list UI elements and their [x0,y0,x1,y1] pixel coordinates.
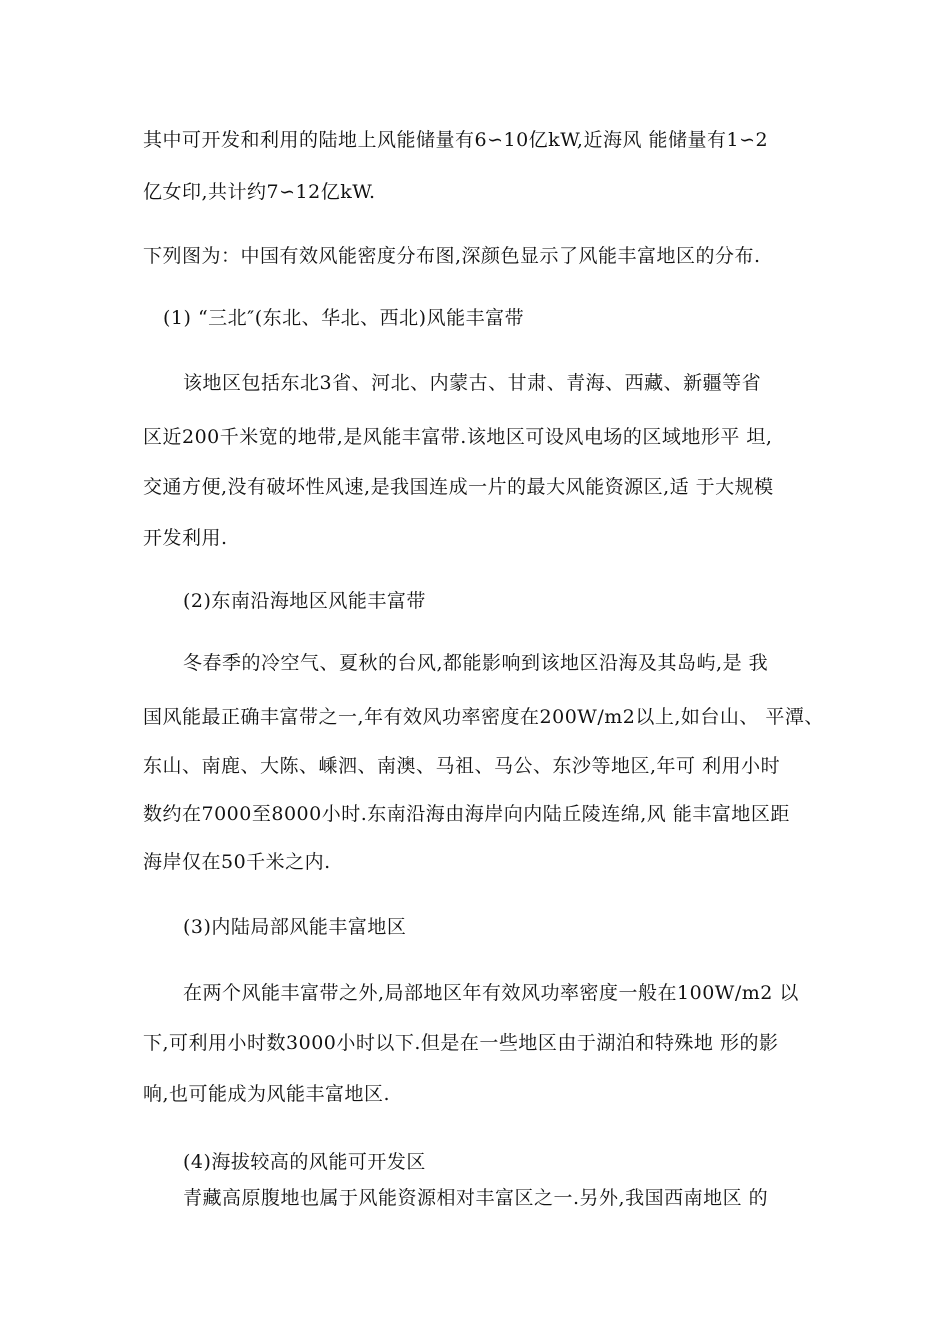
text-line: 该地区包括东北3省、河北、内蒙古、甘肃、青海、西藏、新疆等省 [183,372,762,394]
text-line: 在两个风能丰富带之外,局部地区年有效风功率密度一般在100W/m2 以 [183,982,799,1004]
section-heading: (3)内陆局部风能丰富地区 [183,916,407,938]
text-line: 东山、南鹿、大陈、嵊泗、南澳、马祖、马公、东沙等地区,年可 利用小时 [143,755,781,777]
text-line: 下,可利用小时数3000小时以下.但是在一些地区由于湖泊和特殊地 形的影 [143,1032,779,1054]
text-line: 冬春季的冷空气、夏秋的台风,都能影响到该地区沿海及其岛屿,是 我 [183,652,769,674]
text-line: 开发利用. [143,527,228,549]
section-heading: (4)海拔较高的风能可开发区 [183,1151,426,1173]
text-line: 国风能最正确丰富带之一,年有效风功率密度在200W/m2以上,如台山、 平潭、 [143,706,824,728]
text-line: 下列图为：中国有效风能密度分布图,深颜色显示了风能丰富地区的分布. [143,245,761,267]
text-line: 亿女印,共计约7∽12亿kW. [143,181,376,203]
section-heading: (1) “三北″(东北、华北、西北)风能丰富带 [163,307,525,329]
text-line: 海岸仅在50千米之内. [143,851,331,873]
text-line: 响,也可能成为风能丰富地区. [143,1083,391,1105]
text-line: 区近200千米宽的地带,是风能丰富带.该地区可设风电场的区域地形平 坦, [143,426,773,448]
section-heading: (2)东南沿海地区风能丰富带 [183,590,426,612]
text-line: 数约在7000至8000小时.东南沿海由海岸向内陆丘陵连绵,风 能丰富地区距 [143,803,790,825]
text-line: 交通方便,没有破坏性风速,是我国连成一片的最大风能资源区,适 于大规模 [143,476,774,498]
text-line: 青藏高原腹地也属于风能资源相对丰富区之一.另外,我国西南地区 的 [183,1187,769,1209]
text-line: 其中可开发和利用的陆地上风能储量有6∽10亿kW,近海风 能储量有1∽2 [143,129,769,151]
